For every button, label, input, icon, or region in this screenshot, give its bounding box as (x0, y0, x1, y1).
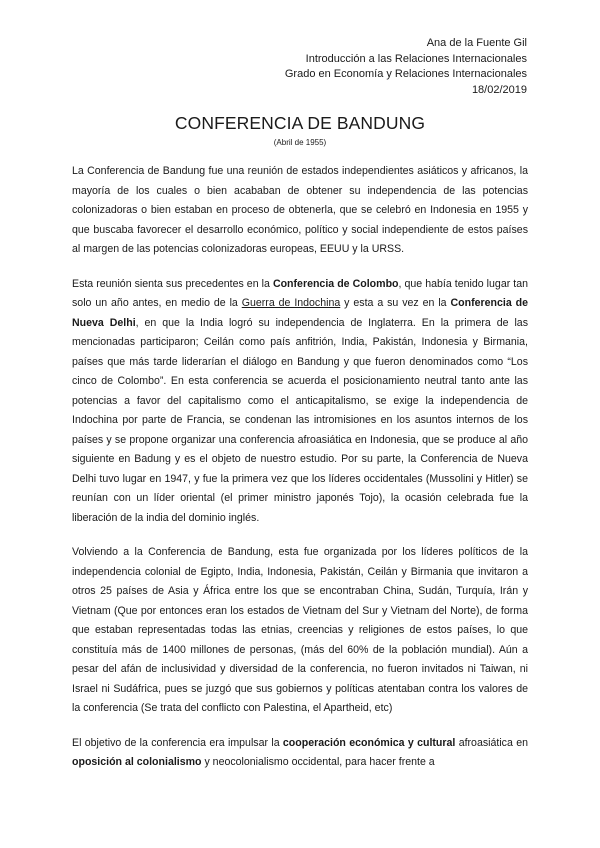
paragraph-4 (72, 734, 528, 773)
document-body (72, 162, 528, 788)
paragraph-2-text-1: Esta reunión sienta sus precedentes en la (72, 277, 273, 290)
degree-name: Grado en Economía y Relaciones Internacionales (284, 68, 527, 80)
paragraph-2-text-3: y esta a su vez en la (340, 297, 451, 309)
paragraph-1 (72, 162, 528, 260)
anti-colonialism-bold: oposición al colonialismo (72, 756, 202, 768)
indochina-war-link[interactable]: Guerra de Indochina (241, 297, 341, 309)
paragraph-4-text-2: afroasiática en (455, 736, 528, 749)
paragraph-2-text-2: , que había tenido lugar tan solo un año antes, en medio de la (72, 277, 529, 309)
document-date: 18/02/2019 (471, 83, 527, 96)
paragraph-1-text: La Conferencia de Bandung fue una reunión de estados independientes asiáticos y africanos, la mayoría de los cuales o bien acababan de obtener su independencia de las potencias colonizadoras o bien estaban en proceso de obtenerla, que se celebró en Indonesia en 1955 y que buscaba favorecer el desarrollo económico, político y social independiente de estos países al margen de las potencias colonizadoras europeas, EEUU y la URSS. (72, 165, 528, 255)
economic-cooperation-bold: cooperación económica y cultural (282, 736, 456, 749)
colombo-conference-bold: Conferencia de Colombo (272, 277, 399, 290)
paragraph-4-text-3: y neocolonialismo occidental, para hacer frente a (201, 756, 435, 768)
paragraph-3 (72, 543, 528, 719)
document-subtitle: (Abril de 1955) (273, 138, 327, 147)
document-header (285, 36, 527, 98)
paragraph-4-text-1: El objetivo de la conferencia era impulsar la (72, 736, 283, 749)
paragraph-2 (72, 275, 528, 529)
paragraph-3-text: Volviendo a la Conferencia de Bandung, esta fue organizada por los líderes políticos de la independencia colonial de Egipto, India, Indonesia, Pakistán, Ceilán y Birmania que invitaron a otros 25 países de Asia y África entre los que se encontraban China, Sudán, Turquía, Irán y Vietnam (Que por entonces eran los estados de Vietnam del Sur y Vietnam del Norte), de forma que estaban representadas todas las etnias, creencias y religiones de estos países, lo que constituía más de 1400 millones de personas, (más del 60% de la población mundial). Aún a pesar del afán de inclusividad y diversidad de la conferencia, no fueron invitados ni Taiwan, ni Israel ni Sudáfrica, pues se juzgó que sus gobiernos y políticas atentaban contra los valores de la conferencia (Se trata del conflicto con Palestina, el Apartheid, etc) (72, 546, 528, 714)
document-title: CONFERENCIA DE BANDUNG (174, 113, 426, 133)
new-delhi-conference-bold: Conferencia de Nueva Delhi (72, 297, 529, 329)
paragraph-2-text-4: , en que la India logró su independencia de Inglaterra. En la primera de las mencionadas participaron; Ceilán como país anfitrión, India, Pakistán, Indonesia y Birmania, países que más tarde liderarían el diálogo en Bandung y que fueron denominados como “Los cinco de Colombo”. En esta conferencia se acuerda el posicionamiento neutral tanto ante las potencias a favor del capitalismo como el anticapitalismo, se exige la independencia de Indochina por parte de Francia, se condenan las intromisiones en los asuntos internos de los países y se propone organizar una conferencia afroasiática en Indonesia, que se produce al año siguiente en Badung y es el objeto de nuestro estudio. Por su parte, la Conferencia de Nueva Delhi tuvo lugar en 1947, y fue la primera vez que los líderes occidentales (Mussolini y Hitler) se reunían con un líder oriental (el primer ministro japonés Tojo), la ocasión celebrada fue la liberación de la india del dominio inglés. (72, 316, 528, 524)
author-name: Ana de la Fuente Gil (426, 37, 527, 49)
course-name: Introducción a las Relaciones Internacionales (305, 52, 527, 65)
